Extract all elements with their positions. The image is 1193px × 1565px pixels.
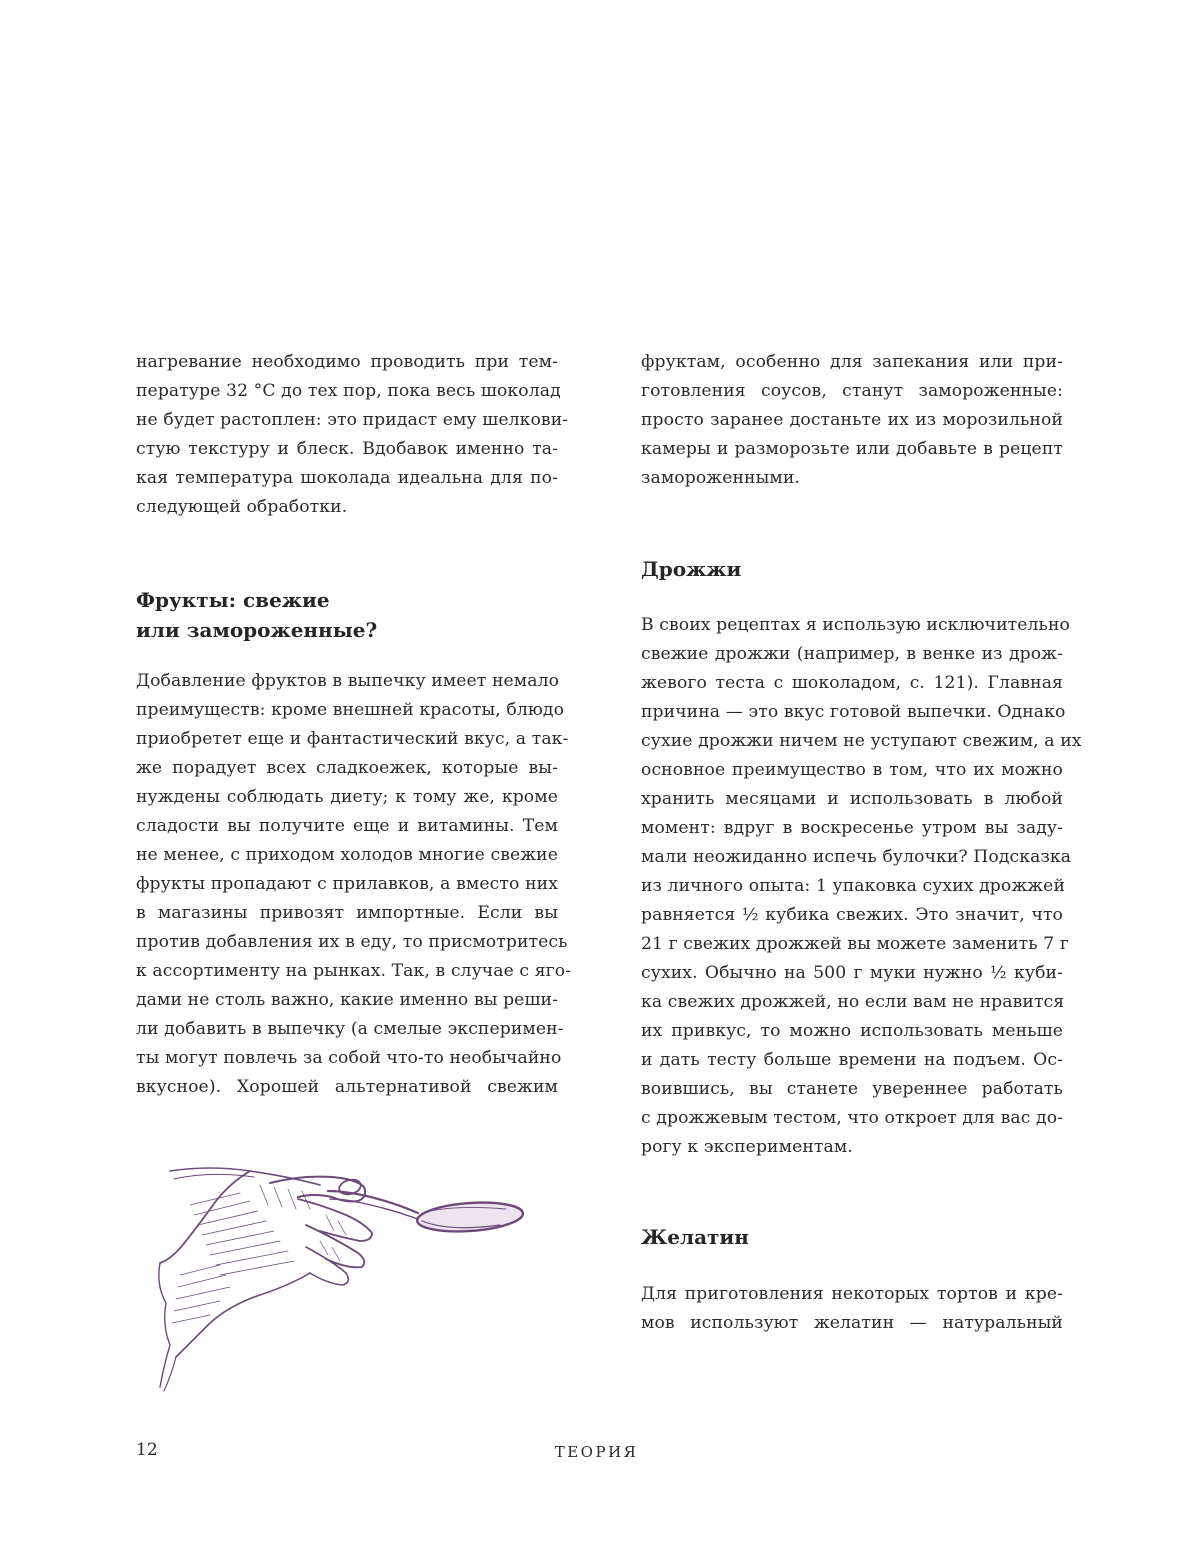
text-line: же порадует всех сладкоежек, которые вы- xyxy=(136,758,558,778)
text-line: равняется ½ кубика свежих. Это значит, что xyxy=(641,905,1063,925)
text-line: жевого теста с шоколадом, с. 121). Главная xyxy=(641,673,1063,693)
text-line: причина — это вкус готовой выпечки. Однако xyxy=(641,702,1066,722)
text-line: пературе 32 °С до тех пор, пока весь шоколад xyxy=(136,381,561,401)
text-line: рогу к экспериментам. xyxy=(641,1137,853,1157)
text-line: ли добавить в выпечку (а смелые эксперимен- xyxy=(136,1019,564,1039)
chocolate-paragraph-end xyxy=(136,348,569,522)
page-number: 12 xyxy=(136,1440,158,1460)
text-line: их привкус, то можно использовать меньше xyxy=(641,1021,1063,1041)
text-line: в магазины привозят импортные. Если вы xyxy=(136,903,558,923)
text-line: воившись, вы станете увереннее работать xyxy=(641,1079,1063,1099)
hand-with-spoon-illustration xyxy=(150,1135,550,1395)
text-line: просто заранее достаньте их из морозильной xyxy=(641,410,1063,430)
text-line: хранить месяцами и использовать в любой xyxy=(641,789,1063,809)
text-line: к ассортименту на рынках. Так, в случае с яго- xyxy=(136,961,572,981)
fruits-heading xyxy=(136,585,558,645)
yeast-paragraph xyxy=(641,611,1082,1162)
fruits-heading-line: или замороженные? xyxy=(136,618,378,642)
text-line: сладости вы получите еще и витамины. Тем xyxy=(136,816,558,836)
text-line: следующей обработки. xyxy=(136,497,348,517)
text-line: фрукты пропадают с прилавков, а вместо них xyxy=(136,874,558,894)
text-line: вкусное). Хорошей альтернативой свежим xyxy=(136,1077,558,1097)
text-line: сухие дрожжи ничем не уступают свежим, а их xyxy=(641,731,1082,751)
section-title: ТЕОРИЯ xyxy=(554,1443,639,1461)
text-line: дами не столь важно, какие именно вы реши- xyxy=(136,990,558,1010)
text-line: камеры и разморозьте или добавьте в рецепт xyxy=(641,439,1063,459)
text-line: стую текстуру и блеск. Вдобавок именно та- xyxy=(136,439,558,459)
right-column xyxy=(641,348,1082,1338)
text-line: момент: вдруг в воскресенье утром вы заду- xyxy=(641,818,1063,838)
text-line: свежие дрожжи (например, в венке из дрож- xyxy=(641,644,1063,664)
text-line: из личного опыта: 1 упаковка сухих дрожжей xyxy=(641,876,1066,896)
fruits-paragraph-continued xyxy=(641,348,1063,493)
text-line: замороженными. xyxy=(641,468,800,488)
text-line: В своих рецептах я использую исключительно xyxy=(641,615,1070,635)
text-line: мали неожиданно испечь булочки? Подсказка xyxy=(641,847,1072,867)
text-line: ка свежих дрожжей, но если вам не нравится xyxy=(641,992,1065,1012)
gelatin-paragraph xyxy=(641,1280,1063,1338)
fruits-paragraph xyxy=(136,667,572,1102)
text-line: сухих. Обычно на 500 г муки нужно ½ куби- xyxy=(641,963,1063,983)
text-line: готовления соусов, станут замороженные: xyxy=(641,381,1063,401)
text-line: мов используют желатин — натуральный xyxy=(641,1313,1063,1333)
yeast-heading: Дрожжи xyxy=(641,557,742,581)
text-line: против добавления их в еду, то присмотритесь xyxy=(136,932,568,952)
text-line: с дрожжевым тестом, что откроет для вас до- xyxy=(641,1108,1064,1128)
text-line: не будет растоплен: это придаст ему шелкови- xyxy=(136,410,569,430)
text-line: нуждены соблюдать диету; к тому же, кроме xyxy=(136,787,558,807)
left-column xyxy=(136,348,572,1102)
text-line: основное преимущество в том, что их можно xyxy=(641,760,1063,780)
text-line: 21 г свежих дрожжей вы можете заменить 7 г xyxy=(641,934,1070,954)
text-line: кая температура шоколада идеальна для по- xyxy=(136,468,558,488)
gelatin-heading: Желатин xyxy=(641,1225,749,1249)
text-line: нагревание необходимо проводить при тем- xyxy=(136,352,558,372)
text-line: преимуществ: кроме внешней красоты, блюдо xyxy=(136,700,565,720)
text-line: Добавление фруктов в выпечку имеет немало xyxy=(136,671,560,691)
text-line: ты могут повлечь за собой что-то необычайно xyxy=(136,1048,562,1068)
text-line: и дать тесту больше времени на подъем. Ос- xyxy=(641,1050,1063,1070)
text-line: Для приготовления некоторых тортов и кре- xyxy=(641,1284,1063,1304)
text-line: фруктам, особенно для запекания или при- xyxy=(641,352,1063,372)
fruits-heading-line: Фрукты: свежие xyxy=(136,588,330,612)
text-line: не менее, с приходом холодов многие свежие xyxy=(136,845,558,865)
text-line: приобретет еще и фантастический вкус, а так- xyxy=(136,729,569,749)
